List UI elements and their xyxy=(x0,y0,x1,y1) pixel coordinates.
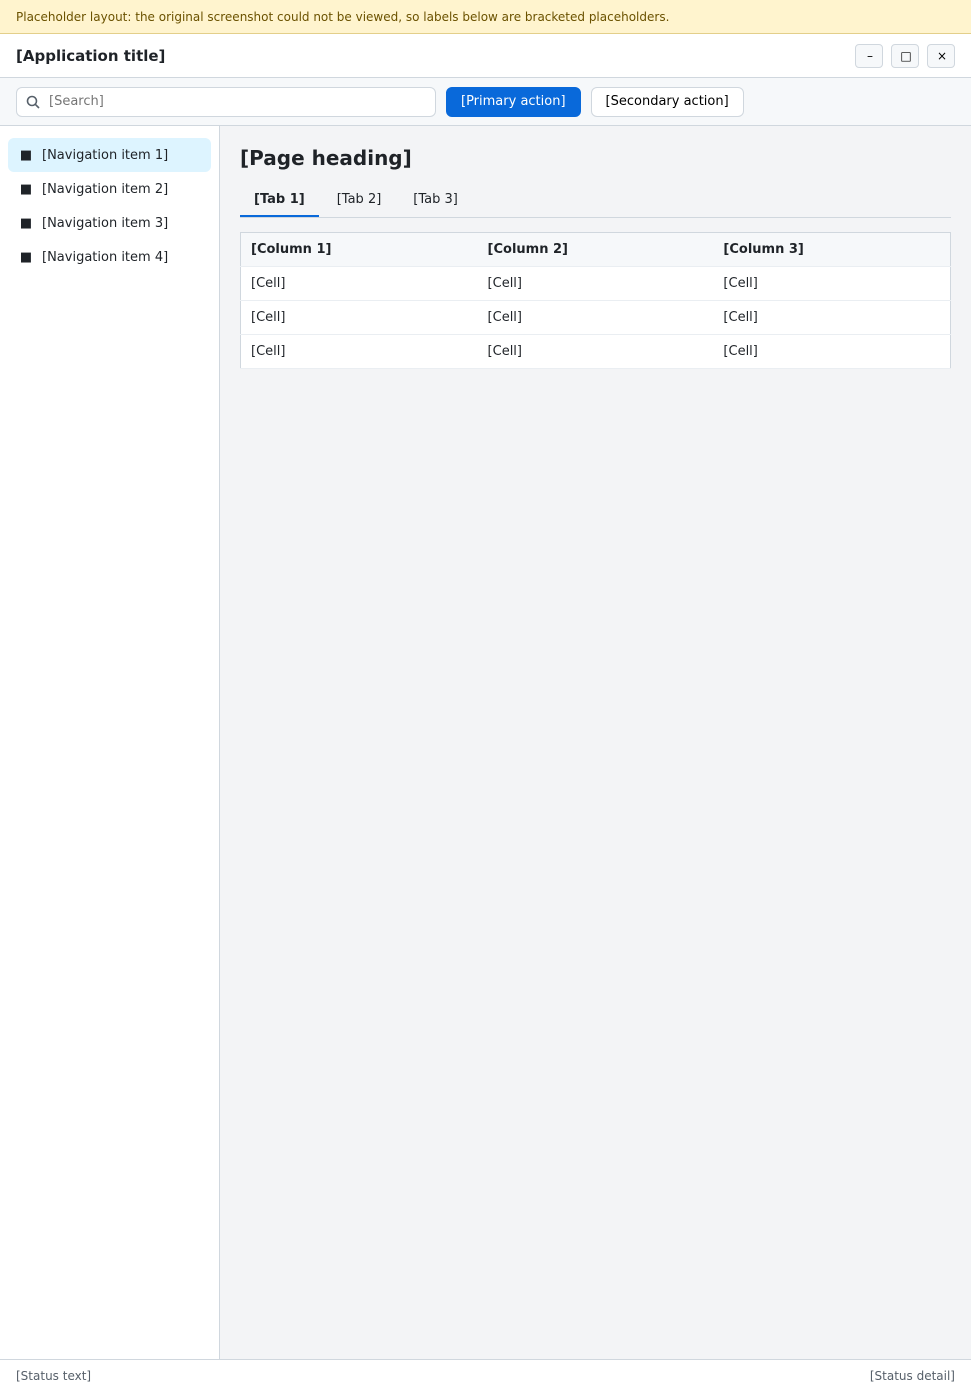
sidebar-item-label: [Navigation item 1] xyxy=(42,147,169,163)
tab-1[interactable]: [Tab 1] xyxy=(240,184,319,217)
close-icon: × xyxy=(936,48,948,63)
table-cell: [Cell] xyxy=(241,267,478,301)
table-row[interactable] xyxy=(241,301,951,335)
sidebar-item-1[interactable] xyxy=(8,138,211,172)
search-input[interactable] xyxy=(47,93,427,110)
search-box xyxy=(16,87,436,117)
tab-bar xyxy=(240,184,951,218)
status-bar xyxy=(0,1359,971,1391)
folder-icon: ■ xyxy=(19,181,33,197)
placeholder-notice: Placeholder layout: the original screenshot could not be viewed, so labels below are bracketed placeholders. xyxy=(0,0,971,34)
window-controls xyxy=(855,44,955,68)
sidebar xyxy=(0,126,220,1359)
minimize-icon: – xyxy=(867,48,873,63)
table-row[interactable] xyxy=(241,267,951,301)
search-icon xyxy=(25,94,41,110)
data-table xyxy=(240,232,951,369)
folder-icon: ■ xyxy=(19,147,33,163)
title-bar xyxy=(0,34,971,78)
close-button[interactable] xyxy=(927,44,955,68)
table-cell: [Cell] xyxy=(241,335,478,369)
secondary-action-button[interactable]: [Secondary action] xyxy=(591,87,744,117)
table-header-row xyxy=(241,233,951,267)
sidebar-item-3[interactable] xyxy=(8,206,211,240)
sidebar-item-label: [Navigation item 2] xyxy=(42,181,169,197)
sidebar-item-label: [Navigation item 4] xyxy=(42,249,169,265)
status-detail: [Status detail] xyxy=(869,1368,955,1383)
column-header[interactable]: [Column 2] xyxy=(478,233,714,267)
table-cell: [Cell] xyxy=(713,335,950,369)
table-cell: [Cell] xyxy=(713,301,950,335)
table-cell: [Cell] xyxy=(478,335,714,369)
minimize-button[interactable] xyxy=(855,44,883,68)
folder-icon: ■ xyxy=(19,249,33,265)
column-header[interactable]: [Column 1] xyxy=(241,233,478,267)
table-row[interactable] xyxy=(241,335,951,369)
table-cell: [Cell] xyxy=(713,267,950,301)
folder-icon: ■ xyxy=(19,215,33,231)
sidebar-item-label: [Navigation item 3] xyxy=(42,215,169,231)
page-title: [Page heading] xyxy=(240,146,412,170)
maximize-icon: □ xyxy=(900,48,912,63)
app-title: [Application title] xyxy=(16,46,166,65)
sidebar-item-4[interactable] xyxy=(8,240,211,274)
primary-action-button[interactable]: [Primary action] xyxy=(446,87,581,117)
column-header[interactable]: [Column 3] xyxy=(713,233,950,267)
toolbar xyxy=(0,78,971,126)
table-cell: [Cell] xyxy=(478,267,714,301)
main-content xyxy=(220,126,971,1359)
tab-2[interactable]: [Tab 2] xyxy=(336,192,382,207)
tab-3[interactable]: [Tab 3] xyxy=(413,192,458,207)
sidebar-item-2[interactable] xyxy=(8,172,211,206)
maximize-button[interactable] xyxy=(891,44,919,68)
table-cell: [Cell] xyxy=(478,301,714,335)
table-cell: [Cell] xyxy=(241,301,478,335)
status-text: [Status text] xyxy=(16,1368,92,1383)
